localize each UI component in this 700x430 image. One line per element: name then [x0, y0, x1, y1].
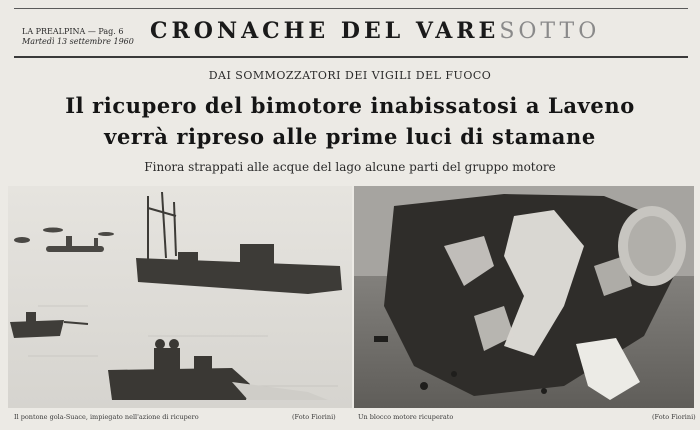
wreck-scene-illustration	[354, 186, 694, 408]
section-title-main: CRONACHE DEL VARE	[150, 18, 500, 44]
photo-boats-on-lake	[8, 186, 352, 408]
photo-left-caption: Il pontone gola-Suace, impiegato nell'azione di ricupero	[14, 413, 199, 421]
section-title-faded: SOTTO	[499, 19, 601, 44]
photo-recovered-engine-block	[354, 186, 694, 408]
headline-line-2: verrà ripreso alle prime luci di stamane	[104, 124, 596, 149]
headline-line-1: Il ricupero del bimotore inabissatosi a Laveno	[65, 93, 635, 118]
masthead-bottom-rule	[14, 56, 688, 58]
boats-scene-illustration	[8, 186, 352, 408]
photo-right-caption: Un blocco motore ricuperato	[358, 413, 454, 421]
page-number: — Pag. 6	[87, 27, 124, 36]
photo-right-credit: (Foto Fiorini)	[652, 413, 696, 421]
paper-name: LA PREALPINA	[22, 27, 86, 36]
masthead-top-rule	[14, 8, 688, 9]
section-title	[150, 18, 690, 48]
photo-left-credit: (Foto Fiorini)	[292, 413, 336, 421]
masthead-info	[22, 27, 150, 47]
article-subhead: Finora strappati alle acque del lago alcune parti del gruppo motore	[144, 160, 556, 174]
issue-date: Martedì 13 settembre 1960	[22, 37, 134, 46]
article-kicker: DAI SOMMOZZATORI DEI VIGILI DEL FUOCO	[208, 69, 492, 82]
